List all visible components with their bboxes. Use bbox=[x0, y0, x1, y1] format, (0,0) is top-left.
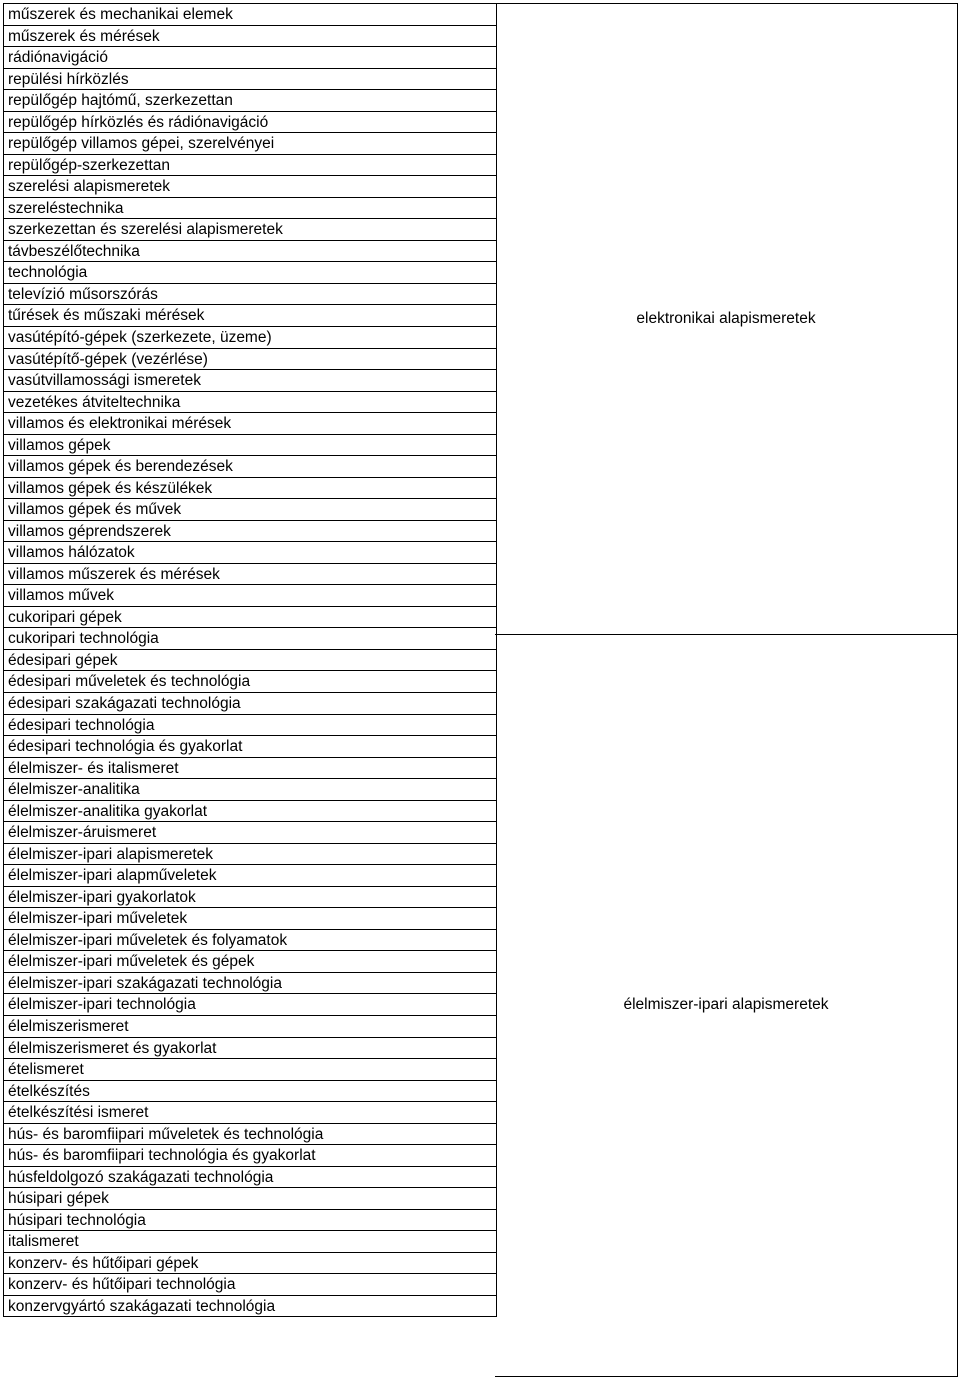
table-row: rádiónavigáció bbox=[4, 47, 496, 69]
table-row: élelmiszer-ipari gyakorlatok bbox=[4, 887, 496, 909]
table-row: televízió műsorszórás bbox=[4, 284, 496, 306]
table-row: élelmiszer-analitika gyakorlat bbox=[4, 801, 496, 823]
table-row: repülőgép hírközlés és rádiónavigáció bbox=[4, 112, 496, 134]
subject-list-column bbox=[3, 3, 497, 1317]
table-row: villamos gépek és művek bbox=[4, 499, 496, 521]
table-row: repülőgép-szerkezettan bbox=[4, 155, 496, 177]
table-row: italismeret bbox=[4, 1231, 496, 1253]
table-row: villamos gépek és berendezések bbox=[4, 456, 496, 478]
table-row: édesipari technológia és gyakorlat bbox=[4, 736, 496, 758]
table-row: ételkészítési ismeret bbox=[4, 1102, 496, 1124]
table-row: szerkezettan és szerelési alapismeretek bbox=[4, 219, 496, 241]
category-cell-electronics bbox=[495, 3, 958, 635]
table-row: technológia bbox=[4, 262, 496, 284]
category-label: élelmiszer-ipari alapismeretek bbox=[623, 996, 829, 1013]
table-row: repülőgép villamos gépei, szerelvényei bbox=[4, 133, 496, 155]
table-row: villamos gépek és készülékek bbox=[4, 478, 496, 500]
table-row: cukoripari gépek bbox=[4, 607, 496, 629]
table-row: hús- és baromfiipari műveletek és technológia bbox=[4, 1124, 496, 1146]
table-row: konzerv- és hűtőipari gépek bbox=[4, 1253, 496, 1275]
table-row: műszerek és mechanikai elemek bbox=[4, 4, 496, 26]
table-row: konzerv- és hűtőipari technológia bbox=[4, 1274, 496, 1296]
table-row: élelmiszer-analitika bbox=[4, 779, 496, 801]
table-row: vasútépítő-gépek (vezérlése) bbox=[4, 349, 496, 371]
table-row: távbeszélőtechnika bbox=[4, 241, 496, 263]
table-row: édesipari technológia bbox=[4, 715, 496, 737]
table-row: élelmiszerismeret bbox=[4, 1016, 496, 1038]
table-row: édesipari műveletek és technológia bbox=[4, 671, 496, 693]
table-row: villamos hálózatok bbox=[4, 542, 496, 564]
table-row: villamos művek bbox=[4, 585, 496, 607]
table-row: villamos gépek bbox=[4, 435, 496, 457]
table-row: élelmiszerismeret és gyakorlat bbox=[4, 1038, 496, 1060]
table-row: édesipari szakágazati technológia bbox=[4, 693, 496, 715]
table-row: repülési hírközlés bbox=[4, 69, 496, 91]
table-row: szereléstechnika bbox=[4, 198, 496, 220]
table-row: húsfeldolgozó szakágazati technológia bbox=[4, 1167, 496, 1189]
table-row: műszerek és mérések bbox=[4, 26, 496, 48]
table-row: élelmiszer-ipari műveletek és folyamatok bbox=[4, 930, 496, 952]
table-row: villamos géprendszerek bbox=[4, 521, 496, 543]
table-row: édesipari gépek bbox=[4, 650, 496, 672]
table-row: szerelési alapismeretek bbox=[4, 176, 496, 198]
table-row: vasútvillamossági ismeretek bbox=[4, 370, 496, 392]
table-row: cukoripari technológia bbox=[4, 628, 496, 650]
subject-mapping-table bbox=[3, 3, 958, 1377]
table-row: húsipari technológia bbox=[4, 1210, 496, 1232]
table-row: ételismeret bbox=[4, 1059, 496, 1081]
table-row: vezetékes átviteltechnika bbox=[4, 392, 496, 414]
table-row: ételkészítés bbox=[4, 1081, 496, 1103]
table-row: tűrések és műszaki mérések bbox=[4, 305, 496, 327]
table-row: élelmiszer-ipari műveletek bbox=[4, 908, 496, 930]
table-row: élelmiszer-áruismeret bbox=[4, 822, 496, 844]
table-row: élelmiszer-ipari alapismeretek bbox=[4, 844, 496, 866]
table-row: húsipari gépek bbox=[4, 1188, 496, 1210]
table-row: vasútépító-gépek (szerkezete, üzeme) bbox=[4, 327, 496, 349]
table-row: élelmiszer-ipari technológia bbox=[4, 994, 496, 1016]
category-label: elektronikai alapismeretek bbox=[636, 310, 816, 327]
table-row: élelmiszer- és italismeret bbox=[4, 758, 496, 780]
category-cell-food-industry bbox=[495, 634, 958, 1377]
table-row: konzervgyártó szakágazati technológia bbox=[4, 1296, 496, 1318]
table-row: élelmiszer-ipari szakágazati technológia bbox=[4, 973, 496, 995]
table-row: élelmiszer-ipari műveletek és gépek bbox=[4, 951, 496, 973]
table-row: villamos és elektronikai mérések bbox=[4, 413, 496, 435]
table-row: hús- és baromfiipari technológia és gyakorlat bbox=[4, 1145, 496, 1167]
table-row: villamos műszerek és mérések bbox=[4, 564, 496, 586]
table-row: repülőgép hajtómű, szerkezettan bbox=[4, 90, 496, 112]
table-row: élelmiszer-ipari alapműveletek bbox=[4, 865, 496, 887]
